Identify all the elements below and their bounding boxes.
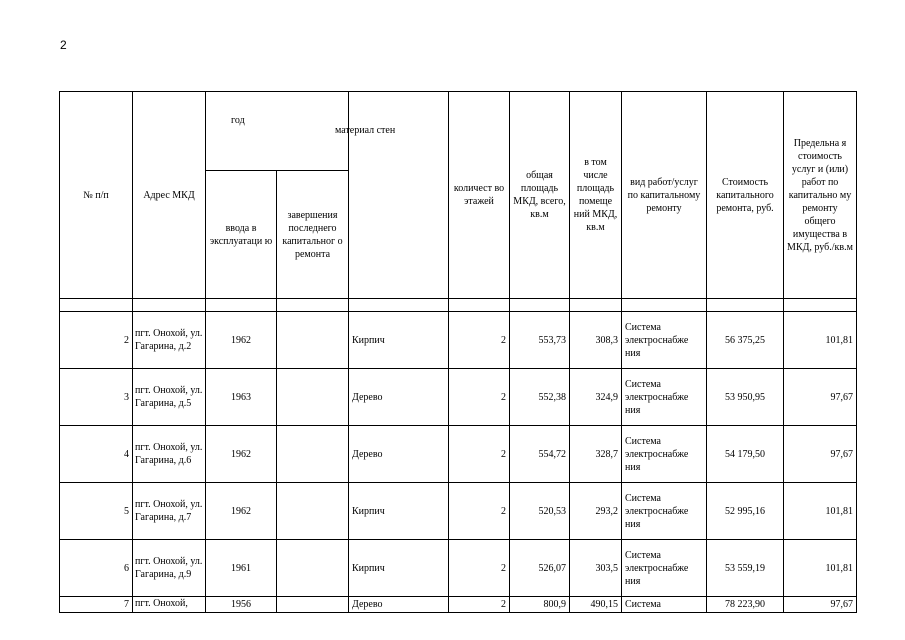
cell-max: 97,67 — [784, 597, 857, 613]
header-floors: количест во этажей — [449, 92, 510, 299]
cell-cost: 54 179,50 — [707, 426, 784, 483]
cell-num: 5 — [60, 483, 133, 540]
cell-work: Система электроснабже ния — [622, 312, 707, 369]
table-row — [60, 483, 857, 540]
table-row — [60, 312, 857, 369]
cell-max: 101,81 — [784, 312, 857, 369]
cell-num: 3 — [60, 369, 133, 426]
cell-work: Система электроснабже ния — [622, 483, 707, 540]
cell-address: пгт. Онохой, ул. Гагарина, д.7 — [133, 483, 206, 540]
cell-cost: 53 559,19 — [707, 540, 784, 597]
cell-floors: 2 — [449, 540, 510, 597]
header-address: Адрес МКД — [133, 92, 206, 299]
cell-material: Кирпич — [349, 312, 449, 369]
cell-num: 6 — [60, 540, 133, 597]
header-total-area: общая площадь МКД, всего, кв.м — [510, 92, 570, 299]
cell-max: 97,67 — [784, 369, 857, 426]
cell-repair — [277, 369, 349, 426]
table-row — [60, 426, 857, 483]
cell-floors: 2 — [449, 426, 510, 483]
cell-floors: 2 — [449, 597, 510, 613]
cell-max: 97,67 — [784, 426, 857, 483]
spacer-row — [60, 299, 857, 312]
header-year-commission: ввода в эксплуатаци ю — [206, 171, 277, 299]
cell-cost: 52 995,16 — [707, 483, 784, 540]
cell-material: Кирпич — [349, 540, 449, 597]
cell-material: Дерево — [349, 369, 449, 426]
cell-cost: 56 375,25 — [707, 312, 784, 369]
cell-material: Дерево — [349, 426, 449, 483]
header-work-type: вид работ/услуг по капитальному ремонту — [622, 92, 707, 299]
cell-address: пгт. Онохой, ул. Гагарина, д.2 — [133, 312, 206, 369]
header-year: год — [206, 92, 349, 171]
cell-total: 800,9 — [510, 597, 570, 613]
cell-year: 1956 — [206, 597, 277, 613]
cell-repair — [277, 312, 349, 369]
cell-address: пгт. Онохой, ул. Гагарина, д.9 — [133, 540, 206, 597]
header-year-repair: завершения последнего капитальног о ремонта — [277, 171, 349, 299]
cell-repair — [277, 597, 349, 613]
cell-work: Система — [622, 597, 707, 613]
table-row — [60, 540, 857, 597]
cell-repair — [277, 540, 349, 597]
cell-num: 2 — [60, 312, 133, 369]
cell-year: 1962 — [206, 483, 277, 540]
cell-incl: 490,15 — [570, 597, 622, 613]
cell-work: Система электроснабже ния — [622, 540, 707, 597]
cell-work: Система электроснабже ния — [622, 426, 707, 483]
cell-incl: 308,3 — [570, 312, 622, 369]
header-cost: Стоимость капитального ремонта, руб. — [707, 92, 784, 299]
cell-total: 526,07 — [510, 540, 570, 597]
header-num: № п/п — [60, 92, 133, 299]
cell-incl: 293,2 — [570, 483, 622, 540]
cell-floors: 2 — [449, 312, 510, 369]
cell-material: Кирпич — [349, 483, 449, 540]
cell-work: Система электроснабже ния — [622, 369, 707, 426]
cell-max: 101,81 — [784, 540, 857, 597]
cell-num: 4 — [60, 426, 133, 483]
cell-year: 1962 — [206, 312, 277, 369]
cell-year: 1962 — [206, 426, 277, 483]
cell-cost: 53 950,95 — [707, 369, 784, 426]
cell-total: 554,72 — [510, 426, 570, 483]
header-max-cost: Предельна я стоимость услуг и (или) работ по капитально му ремонту общего имущества в МКД, руб./кв.м — [784, 92, 857, 299]
cell-num: 7 — [60, 597, 133, 613]
cell-address: пгт. Онохой, ул. Гагарина, д.6 — [133, 426, 206, 483]
cell-address: пгт. Онохой, — [133, 597, 206, 613]
header-row-top — [60, 92, 857, 171]
cell-floors: 2 — [449, 483, 510, 540]
page-number: 2 — [60, 38, 67, 52]
header-material — [335, 92, 449, 299]
cell-incl: 328,7 — [570, 426, 622, 483]
cell-address: пгт. Онохой, ул. Гагарина, д.5 — [133, 369, 206, 426]
cell-total: 552,38 — [510, 369, 570, 426]
table-row — [60, 369, 857, 426]
table-row — [60, 597, 857, 613]
cell-incl: 324,9 — [570, 369, 622, 426]
cell-max: 101,81 — [784, 483, 857, 540]
cell-year: 1961 — [206, 540, 277, 597]
cell-total: 553,73 — [510, 312, 570, 369]
cell-repair — [277, 426, 349, 483]
repair-table — [59, 91, 857, 613]
cell-floors: 2 — [449, 369, 510, 426]
cell-cost: 78 223,90 — [707, 597, 784, 613]
cell-material: Дерево — [349, 597, 449, 613]
header-material-label: материал стен — [335, 125, 396, 136]
cell-total: 520,53 — [510, 483, 570, 540]
cell-repair — [277, 483, 349, 540]
cell-incl: 303,5 — [570, 540, 622, 597]
cell-year: 1963 — [206, 369, 277, 426]
header-incl-area: в том числе площадь помеще ний МКД, кв.м — [570, 92, 622, 299]
